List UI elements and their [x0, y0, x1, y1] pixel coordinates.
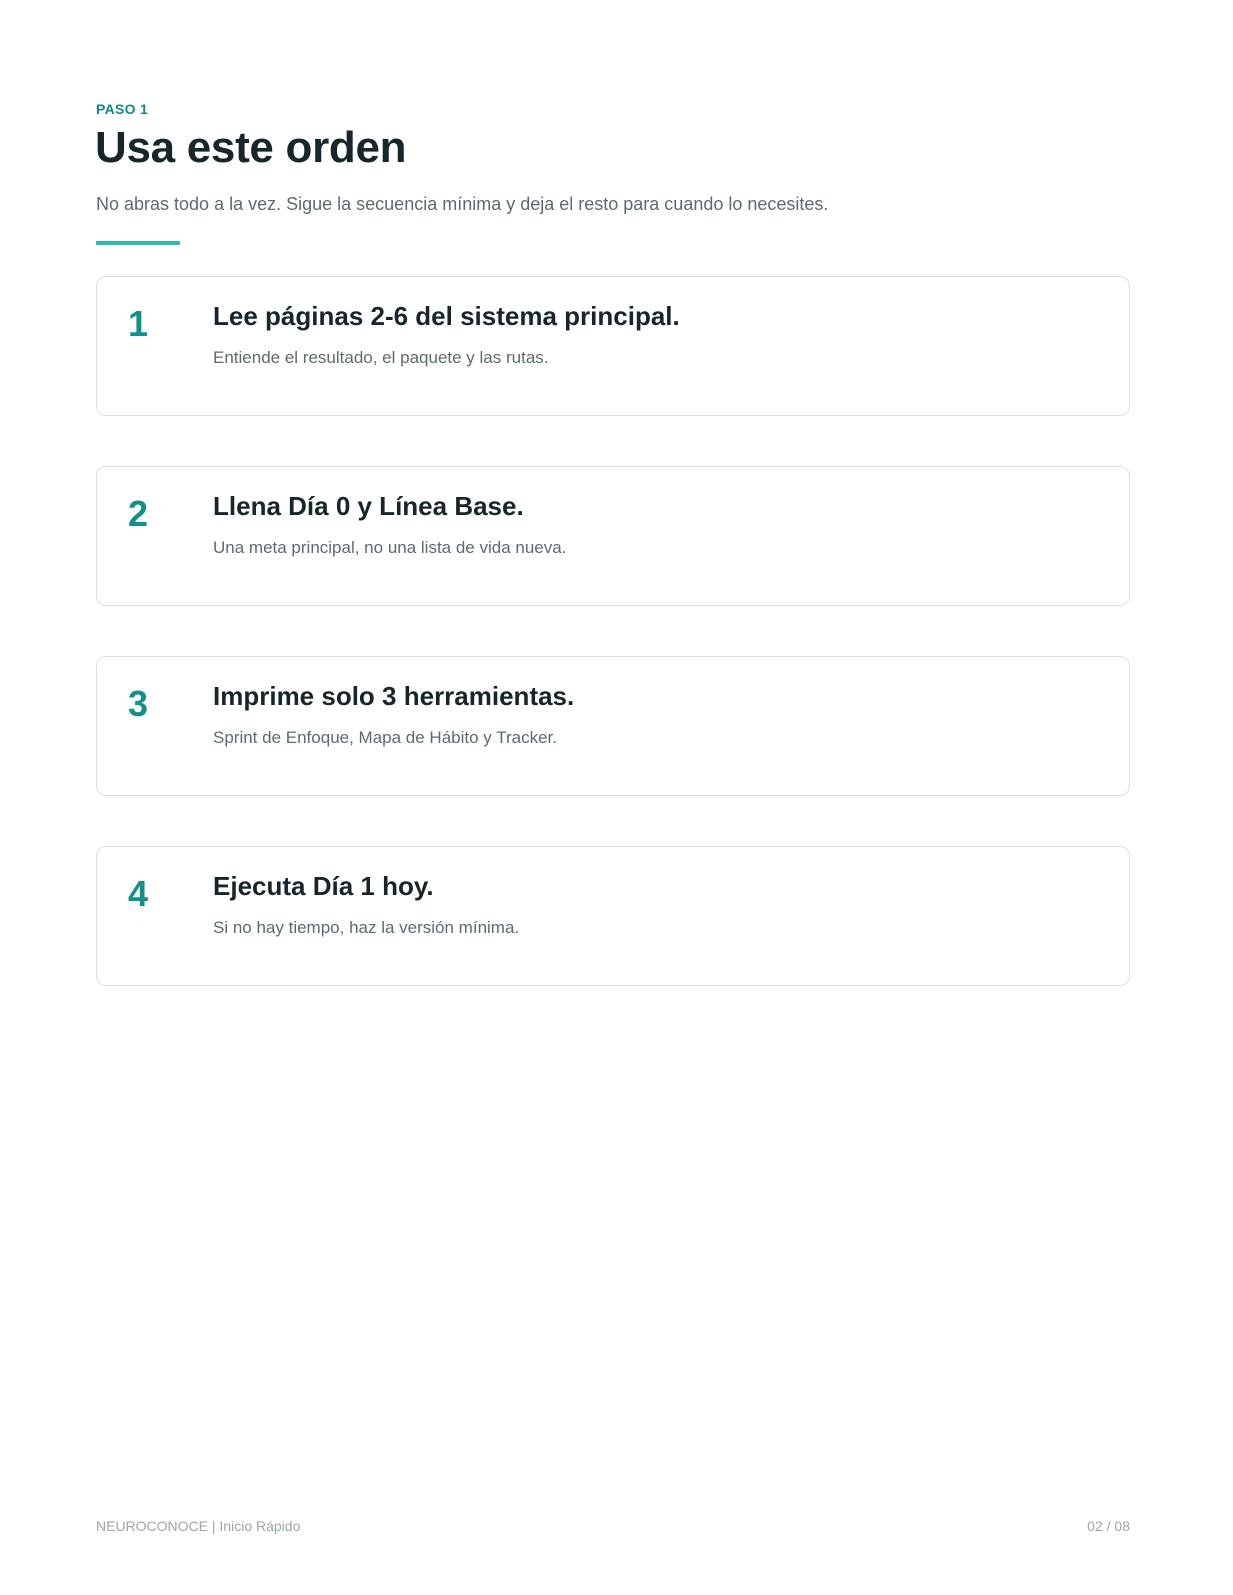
footer-brand: NEUROCONOCE | Inicio Rápido [96, 1518, 301, 1534]
step-card [96, 846, 1130, 986]
step-title: Ejecuta Día 1 hoy. [213, 871, 434, 901]
step-title: Imprime solo 3 herramientas. [213, 681, 575, 711]
step-card [96, 466, 1130, 606]
step-number: 2 [128, 493, 149, 534]
footer-page-number: 02 / 08 [1087, 1518, 1130, 1534]
step-number: 3 [128, 683, 149, 724]
step-description: Una meta principal, no una lista de vida nueva. [213, 538, 567, 557]
steps-list [96, 276, 1130, 1036]
step-description: Entiende el resultado, el paquete y las rutas. [213, 348, 549, 367]
step-description: Si no hay tiempo, haz la versión mínima. [213, 918, 520, 937]
step-title: Llena Día 0 y Línea Base. [213, 491, 524, 521]
step-eyebrow: PASO 1 [96, 101, 149, 117]
step-description: Sprint de Enfoque, Mapa de Hábito y Tracker. [213, 728, 557, 747]
step-card [96, 656, 1130, 796]
page-title: Usa este orden [95, 123, 407, 172]
step-title: Lee páginas 2-6 del sistema principal. [213, 301, 680, 331]
step-number: 4 [128, 873, 149, 914]
step-card [96, 276, 1130, 416]
intro-text: No abras todo a la vez. Sigue la secuencia mínima y deja el resto para cuando lo necesites. [96, 194, 829, 214]
accent-divider [96, 241, 180, 245]
step-number: 1 [128, 303, 149, 344]
